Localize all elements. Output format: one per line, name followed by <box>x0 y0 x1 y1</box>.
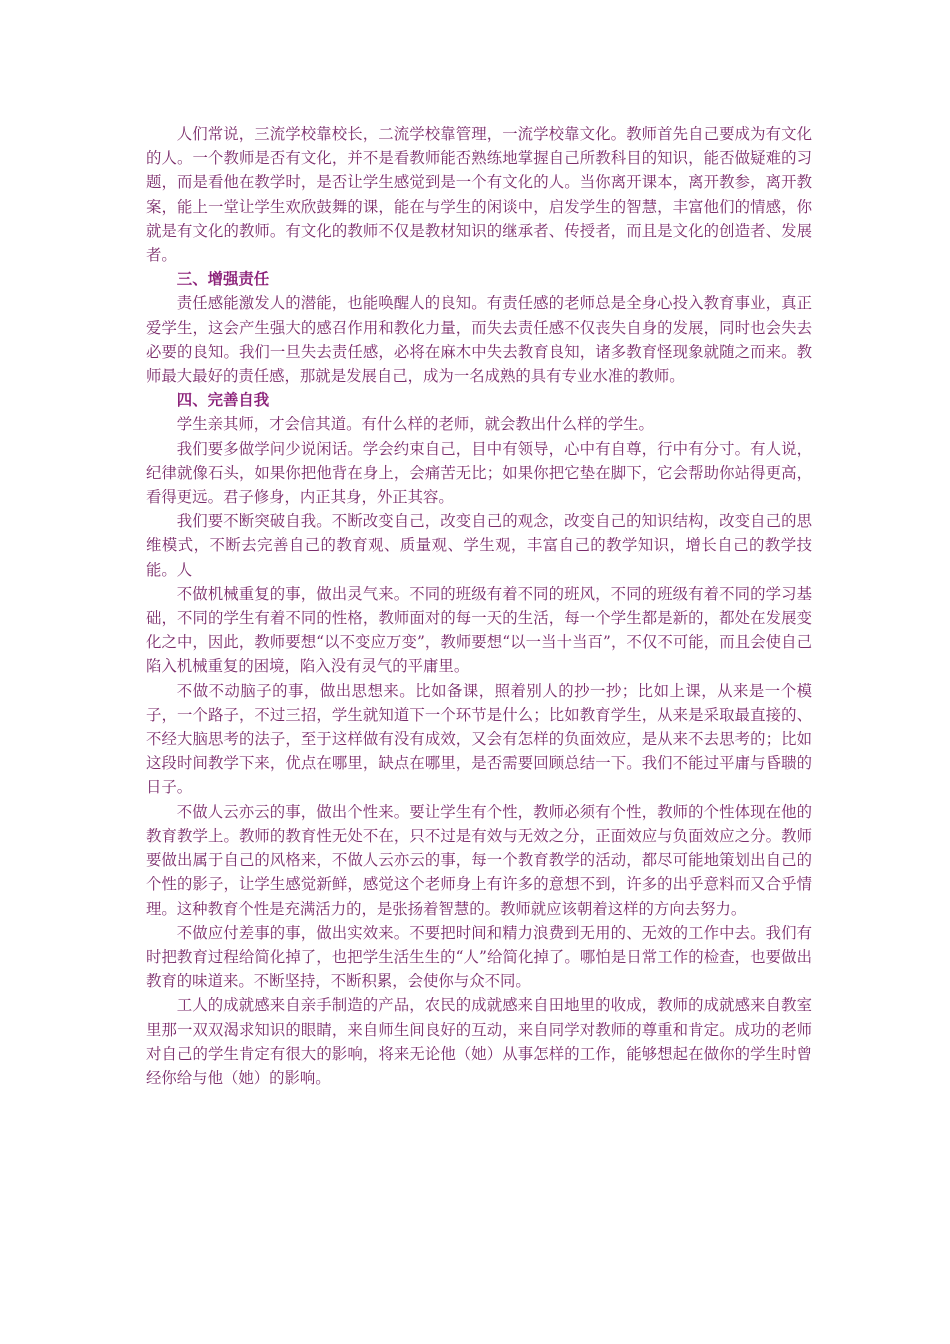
paragraph-self-breakthrough: 我们要不断突破自我。不断改变自己，改变自己的观念，改变自己的知识结构，改变自己的思维模式，不断去完善自己的教育观、质量观、学生观，丰富自己的教学知识，增长自己的教学技能。人 <box>146 512 812 579</box>
document-body <box>146 122 812 1090</box>
heading-responsibility: 三、增强责任 <box>176 270 270 289</box>
paragraph-culture: 人们常说，三流学校靠校长，二流学校靠管理，一流学校靠文化。教师首先自己要成为有文化的人。一个教师是否有文化，并不是看教师能否熟练地掌握自己所教科目的知识，能否做疑难的习题，而是看他在教学时，是否让学生感觉到是一个有文化的人。当你离开课本，离开教参，离开教案，能上一堂让学生欢欣鼓舞的课，能在与学生的闲谈中，启发学生的智慧，丰富他们的情感，你就是有文化的教师。有文化的教师不仅是教材知识的继承者、传授者，而且是文化的创造者、发展者。 <box>146 125 812 265</box>
paragraph-responsibility: 责任感能激发人的潜能，也能唤醒人的良知。有责任感的老师总是全身心投入教育事业，真正爱学生，这会产生强大的感召作用和教化力量，而失去责任感不仅丧失自身的发展，同时也会失去必要的良知。我们一旦失去责任感，必将在麻木中失去教育良知，诸多教育怪现象就随之而来。教师最大最好的责任感，那就是发展自己，成为一名成熟的具有专业水准的教师。 <box>146 294 812 386</box>
paragraph-individuality: 不做人云亦云的事，做出个性来。要让学生有个性，教师必须有个性，教师的个性体现在他的教育教学上。教师的教育性无处不在，只不过是有效与无效之分，正面效应与负面效应之分。教师要做出属于自己的风格来，不做人云亦云的事，每一个教育教学的活动，都尽可能地策划出自己的个性的影子，让学生感觉新鲜，感觉这个老师身上有许多的意想不到，许多的出乎意料而又合乎情理。这种教育个性是充满活力的，是张扬着智慧的。教师就应该朝着这样的方向去努力。 <box>146 802 812 918</box>
paragraph-achievement: 工人的成就感来自亲手制造的产品，农民的成就感来自田地里的收成，教师的成就感来自教室里那一双双渴求知识的眼睛，来自师生间良好的互动，来自同学对教师的尊重和肯定。成功的老师对自己的学生肯定有很大的影响，将来无论他（她）从事怎样的工作，能够想起在做你的学生时曾经你给与他（她）的影响。 <box>146 996 812 1087</box>
paragraph-no-mechanical-repetition: 不做机械重复的事，做出灵气来。不同的班级有着不同的班风，不同的班级有着不同的学习基础，不同的学生有着不同的性格，教师面对的每一天的生活，每一个学生都是新的，都处在发展变化之中，因此，教师要想“以不变应万变”，教师要想“以一当十当百”，不仅不可能，而且会使自己陷入机械重复的困境，陷入没有灵气的平庸里。 <box>146 584 812 676</box>
paragraph-think: 不做不动脑子的事，做出思想来。比如备课，照着别人的抄一抄；比如上课，从来是一个模子，一个路子，不过三招，学生就知道下一个环节是什么；比如教育学生，从来是采取最直接的、不经大脑思考的法子，至于这样做有没有成效，又会有怎样的负面效应，是从来不去思考的；比如这段时间教学下来，优点在哪里，缺点在哪里，是否需要回顾总结一下。我们不能过平庸与昏聩的日子。 <box>146 681 812 797</box>
paragraph-self-discipline: 我们要多做学问少说闲话。学会约束自己，目中有领导，心中有自尊，行中有分寸。有人说，纪律就像石头，如果你把他背在身上，会痛苦无比；如果你把它垫在脚下，它会帮助你站得更高，看得更远。君子修身，内正其身，外正其容。 <box>146 439 812 507</box>
heading-self-improvement: 四、完善自我 <box>176 391 270 410</box>
paragraph-teacher-example: 学生亲其师，才会信其道。有什么样的老师，就会教出什么样的学生。 <box>176 415 654 434</box>
paragraph-effectiveness: 不做应付差事的事，做出实效来。不要把时间和精力浪费到无用的、无效的工作中去。我们有时把教育过程给简化掉了，也把学生活生生的“人”给简化掉了。哪怕是日常工作的检查，也要做出教育的味道来。不断坚持，不断积累，会使你与众不同。 <box>146 923 812 991</box>
